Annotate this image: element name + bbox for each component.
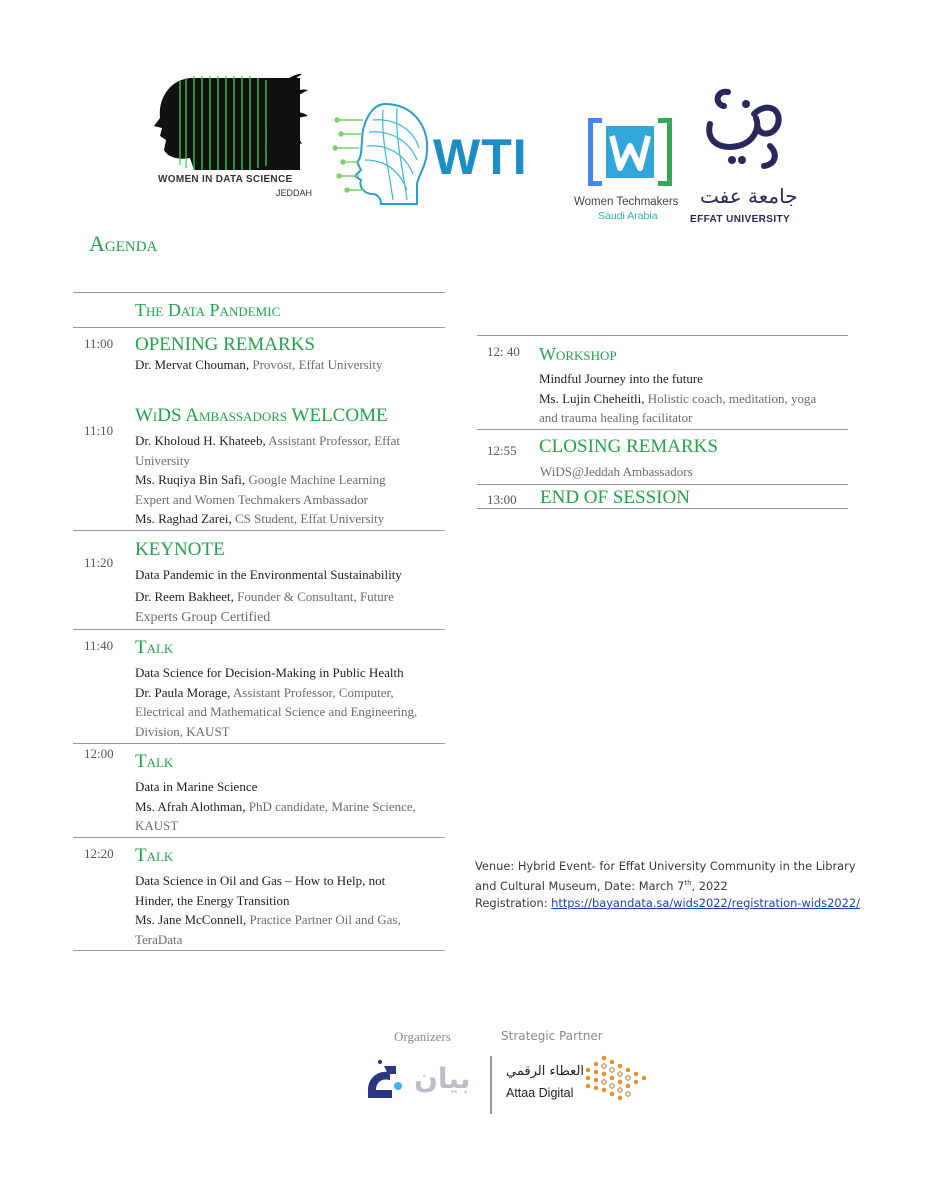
session-time: 12:55 <box>487 443 517 458</box>
speaker-role: University <box>135 452 190 468</box>
talk-title: Data in Marine Science <box>135 779 258 794</box>
divider <box>477 335 848 336</box>
footer-divider <box>490 1056 492 1114</box>
speaker-role: Founder & Consultant, Future <box>233 588 394 604</box>
theme-title: The Data Pandemic <box>135 300 281 320</box>
speaker-role: Google Machine Learning <box>245 472 386 487</box>
strategic-partner-label: Strategic Partner <box>501 1029 603 1043</box>
session-time: 11:10 <box>84 423 114 438</box>
session-title: Talk <box>135 751 174 772</box>
speaker-role: CS Student, Effat University <box>231 511 385 526</box>
wtm-bracket-icon <box>588 118 672 186</box>
session-time: 11:20 <box>84 555 114 570</box>
speaker-role: Provost, Effat University <box>249 357 383 372</box>
session-details <box>135 777 416 836</box>
wti-logo-text: WTI <box>433 129 528 185</box>
registration-link[interactable]: https://bayandata.sa/wids2022/registration-wids2022/ <box>551 895 860 910</box>
session-title: Talk <box>135 637 174 658</box>
session-title: OPENING REMARKS <box>135 334 315 355</box>
speaker-role: Practice Partner Oil and Gas, <box>246 912 401 927</box>
session-title: Workshop <box>539 344 617 364</box>
divider <box>477 508 848 509</box>
effat-calligraphy-icon <box>698 84 788 172</box>
speaker-role: Division, KAUST <box>135 723 230 739</box>
speaker-role: KAUST <box>135 818 179 833</box>
divider <box>73 292 445 293</box>
bayan-logo <box>414 1062 470 1095</box>
session-time: 11:40 <box>84 638 114 653</box>
wids-logo-name: WOMEN IN DATA SCIENCE <box>158 174 293 185</box>
organizer-logo-1 <box>362 1060 406 1104</box>
session-time: 11:00 <box>84 336 114 351</box>
session-details <box>135 355 382 375</box>
session-title: CLOSING REMARKS <box>539 436 718 457</box>
bayan-logo-text: بيان <box>414 1062 471 1095</box>
session-details <box>135 565 402 628</box>
speaker-name: Ms. Jane McConnell, <box>135 912 247 927</box>
wti-logo <box>333 100 548 210</box>
speaker-name: Ms. Lujin Cheheitli, <box>539 390 645 406</box>
session-time: 12: 40 <box>487 344 520 359</box>
wtm-logo-line1: Women Techmakers <box>574 196 679 208</box>
circuit-head-icon <box>333 100 433 208</box>
speaker-role: WiDS@Jeddah Ambassadors <box>540 464 693 479</box>
attaa-logo <box>506 1062 656 1112</box>
session-time: 12:20 <box>84 846 114 861</box>
speaker-name: Ms. Ruqiya Bin Safi, <box>135 472 246 487</box>
speaker-role: Assistant Professor, Computer, <box>230 684 394 700</box>
speaker-role: Holistic coach, meditation, yoga <box>644 390 817 406</box>
venue-date-suffix: th <box>684 879 692 887</box>
session-time: 12:00 <box>84 746 114 761</box>
divider <box>73 837 445 838</box>
organizers-label: Organizers <box>394 1029 451 1044</box>
session-title: END OF SESSION <box>540 487 690 508</box>
speaker-name: Dr. Kholoud H. Khateeb, <box>135 433 266 448</box>
wids-logo-city: JEDDAH <box>276 188 313 198</box>
speaker-role: Expert and Women Techmakers Ambassador <box>135 491 368 507</box>
divider <box>73 743 445 744</box>
session-details <box>135 871 401 949</box>
session-details <box>135 663 417 741</box>
session-details <box>135 431 400 529</box>
wids-logo <box>150 70 313 205</box>
divider <box>73 530 445 531</box>
talk-title: Data Pandemic in the Environmental Sustainability <box>135 567 402 582</box>
divider <box>477 429 848 430</box>
divider <box>477 484 848 485</box>
agenda-heading: Agenda <box>89 231 158 256</box>
session-details <box>540 462 693 482</box>
venue-line1: Venue: Hybrid Event- for Effat University Community in the Library <box>475 859 856 873</box>
talk-title: Mindful Journey into the future <box>539 371 703 386</box>
speaker-name: Dr. Mervat Chouman, <box>135 357 250 372</box>
divider <box>73 629 445 630</box>
talk-title: Data Science in Oil and Gas – How to Help, not <box>135 873 386 888</box>
attaa-dots-icon <box>584 1050 650 1106</box>
effat-logo <box>690 84 800 229</box>
divider <box>73 950 445 951</box>
speaker-role: Experts Group Certified <box>135 610 271 625</box>
divider <box>73 327 445 328</box>
speaker-name: Dr. Paula Morage, <box>135 684 231 700</box>
organizer-mark-icon <box>362 1060 406 1104</box>
venue-year: , 2022 <box>691 878 728 893</box>
registration-label: Registration: <box>475 895 552 910</box>
session-title: KEYNOTE <box>135 539 225 560</box>
session-title: Talk <box>135 845 174 866</box>
speaker-role: Electrical and Mathematical Science and Engineering, <box>135 704 418 719</box>
effat-logo-english: EFFAT UNIVERSITY <box>690 214 791 225</box>
speaker-role: PhD candidate, Marine Science, <box>245 798 416 814</box>
speaker-role: TeraData <box>135 931 183 947</box>
venue-info <box>475 858 895 912</box>
talk-title: Hinder, the Energy Transition <box>135 892 290 908</box>
speaker-role: and trauma healing facilitator <box>539 410 693 425</box>
attaa-logo-english: Attaa Digital <box>506 1086 574 1100</box>
wids-face-icon <box>150 70 310 175</box>
speaker-role: Assistant Professor, Effat <box>265 433 400 448</box>
wtm-logo <box>570 118 690 223</box>
effat-logo-arabic: جامعة عفت <box>700 184 798 208</box>
speaker-name: Ms. Afrah Alothman, <box>135 798 246 814</box>
speaker-name: Ms. Raghad Zarei, <box>135 511 232 526</box>
talk-title: Data Science for Decision-Making in Public Health <box>135 665 404 680</box>
attaa-logo-arabic: العطاء الرقمي <box>506 1064 585 1079</box>
session-title: WiDS Ambassadors WELCOME <box>135 405 388 426</box>
wtm-logo-line2: Saudi Arabia <box>598 210 658 222</box>
session-time: 13:00 <box>487 492 517 507</box>
session-details <box>539 369 816 428</box>
speaker-name: Dr. Reem Bakheet, <box>135 588 234 604</box>
venue-date: and Cultural Museum, Date: March 7 <box>475 878 685 893</box>
